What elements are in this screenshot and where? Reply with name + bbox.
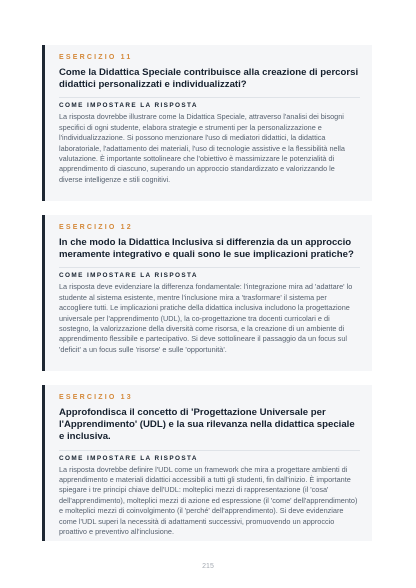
answer-text: La risposta dovrebbe definire l'UDL come un framework che mira a progettare ambienti di apprendimento e materiali didattici accessibili a tutti gli studenti, fin dall'inizio. È importante spiegare i tre principi chiave dell'UDL: molteplici mezzi di rappresentazione (il 'cosa' dell'apprendimento), molteplici mezzi di azione ed espressione (il 'come' dell'apprendimento) e molteplici mezzi di coinvolgimento (il 'perché' dell'apprendimento). Si deve evidenziare come l'UDL superi la necessità di adattamenti successivi, promuovendo un approccio proattivo e preventivo all'inclusione. xyxy=(59,464,358,537)
exercise-label: ESERCIZIO 12 xyxy=(59,224,133,231)
exercise-label: ESERCIZIO 13 xyxy=(59,394,133,401)
exercise-question: Approfondisca il concetto di 'Progettazione Universale per l'Apprendimento' (UDL) e la sua rilevanza nella didattica speciale e inclusiva. xyxy=(59,407,355,443)
divider xyxy=(59,97,360,98)
exercise-label: ESERCIZIO 11 xyxy=(59,54,133,61)
answer-text: La risposta deve evidenziare la differenza fondamentale: l'integrazione mira ad 'adattare' lo studente al sistema esistente, mentre l'inclusione mira a 'trasformare' il sistema per accogliere tutti. Le implicazioni pratiche della didattica inclusiva includono la progettazione universale per l'apprendimento (UDL), la co-progettazione tra docenti curricolari e di sostegno, la valorizzazione della diversità come risorsa, e la creazione di un ambiente di apprendimento flessibile e partecipativo. Si deve sottolineare il passaggio da un focus sul 'deficit' a un focus sulle 'risorse' e sulle 'opportunità'. xyxy=(59,282,353,354)
divider xyxy=(59,450,360,451)
exercise-card xyxy=(42,45,372,201)
answer-heading: COME IMPOSTARE LA RISPOSTA xyxy=(59,272,198,280)
answer-heading: COME IMPOSTARE LA RISPOSTA xyxy=(59,102,198,110)
exercise-card xyxy=(42,385,372,541)
exercise-card xyxy=(42,215,372,371)
divider xyxy=(59,267,360,268)
exercise-question: Come la Didattica Speciale contribuisce alla creazione di percorsi didattici personalizzati e individualizzati? xyxy=(59,67,359,91)
page-number: 215 xyxy=(202,563,214,570)
exercise-question: In che modo la Didattica Inclusiva si differenzia da un approccio meramente integrativo e quali sono le sue implicazioni pratiche? xyxy=(59,237,354,261)
answer-heading: COME IMPOSTARE LA RISPOSTA xyxy=(59,454,198,462)
answer-text: La risposta dovrebbe illustrare come la Didattica Speciale, attraverso l'analisi dei bisogni specifici di ogni studente, elabora strategie e strumenti per la personalizzazione e l'individualizzazione. Si possono menzionare l'uso di mediatori didattici, la didattica laboratoriale, l'adattamento dei materiali, l'uso di tecnologie assistive e la flessibilità nella valutazione. È importante sottolineare che l'obiettivo è massimizzare le potenzialità di apprendimento di ciascuno, superando un approccio standardizzato e valorizzando le diverse intelligenze e stili cognitivi. xyxy=(59,112,345,184)
